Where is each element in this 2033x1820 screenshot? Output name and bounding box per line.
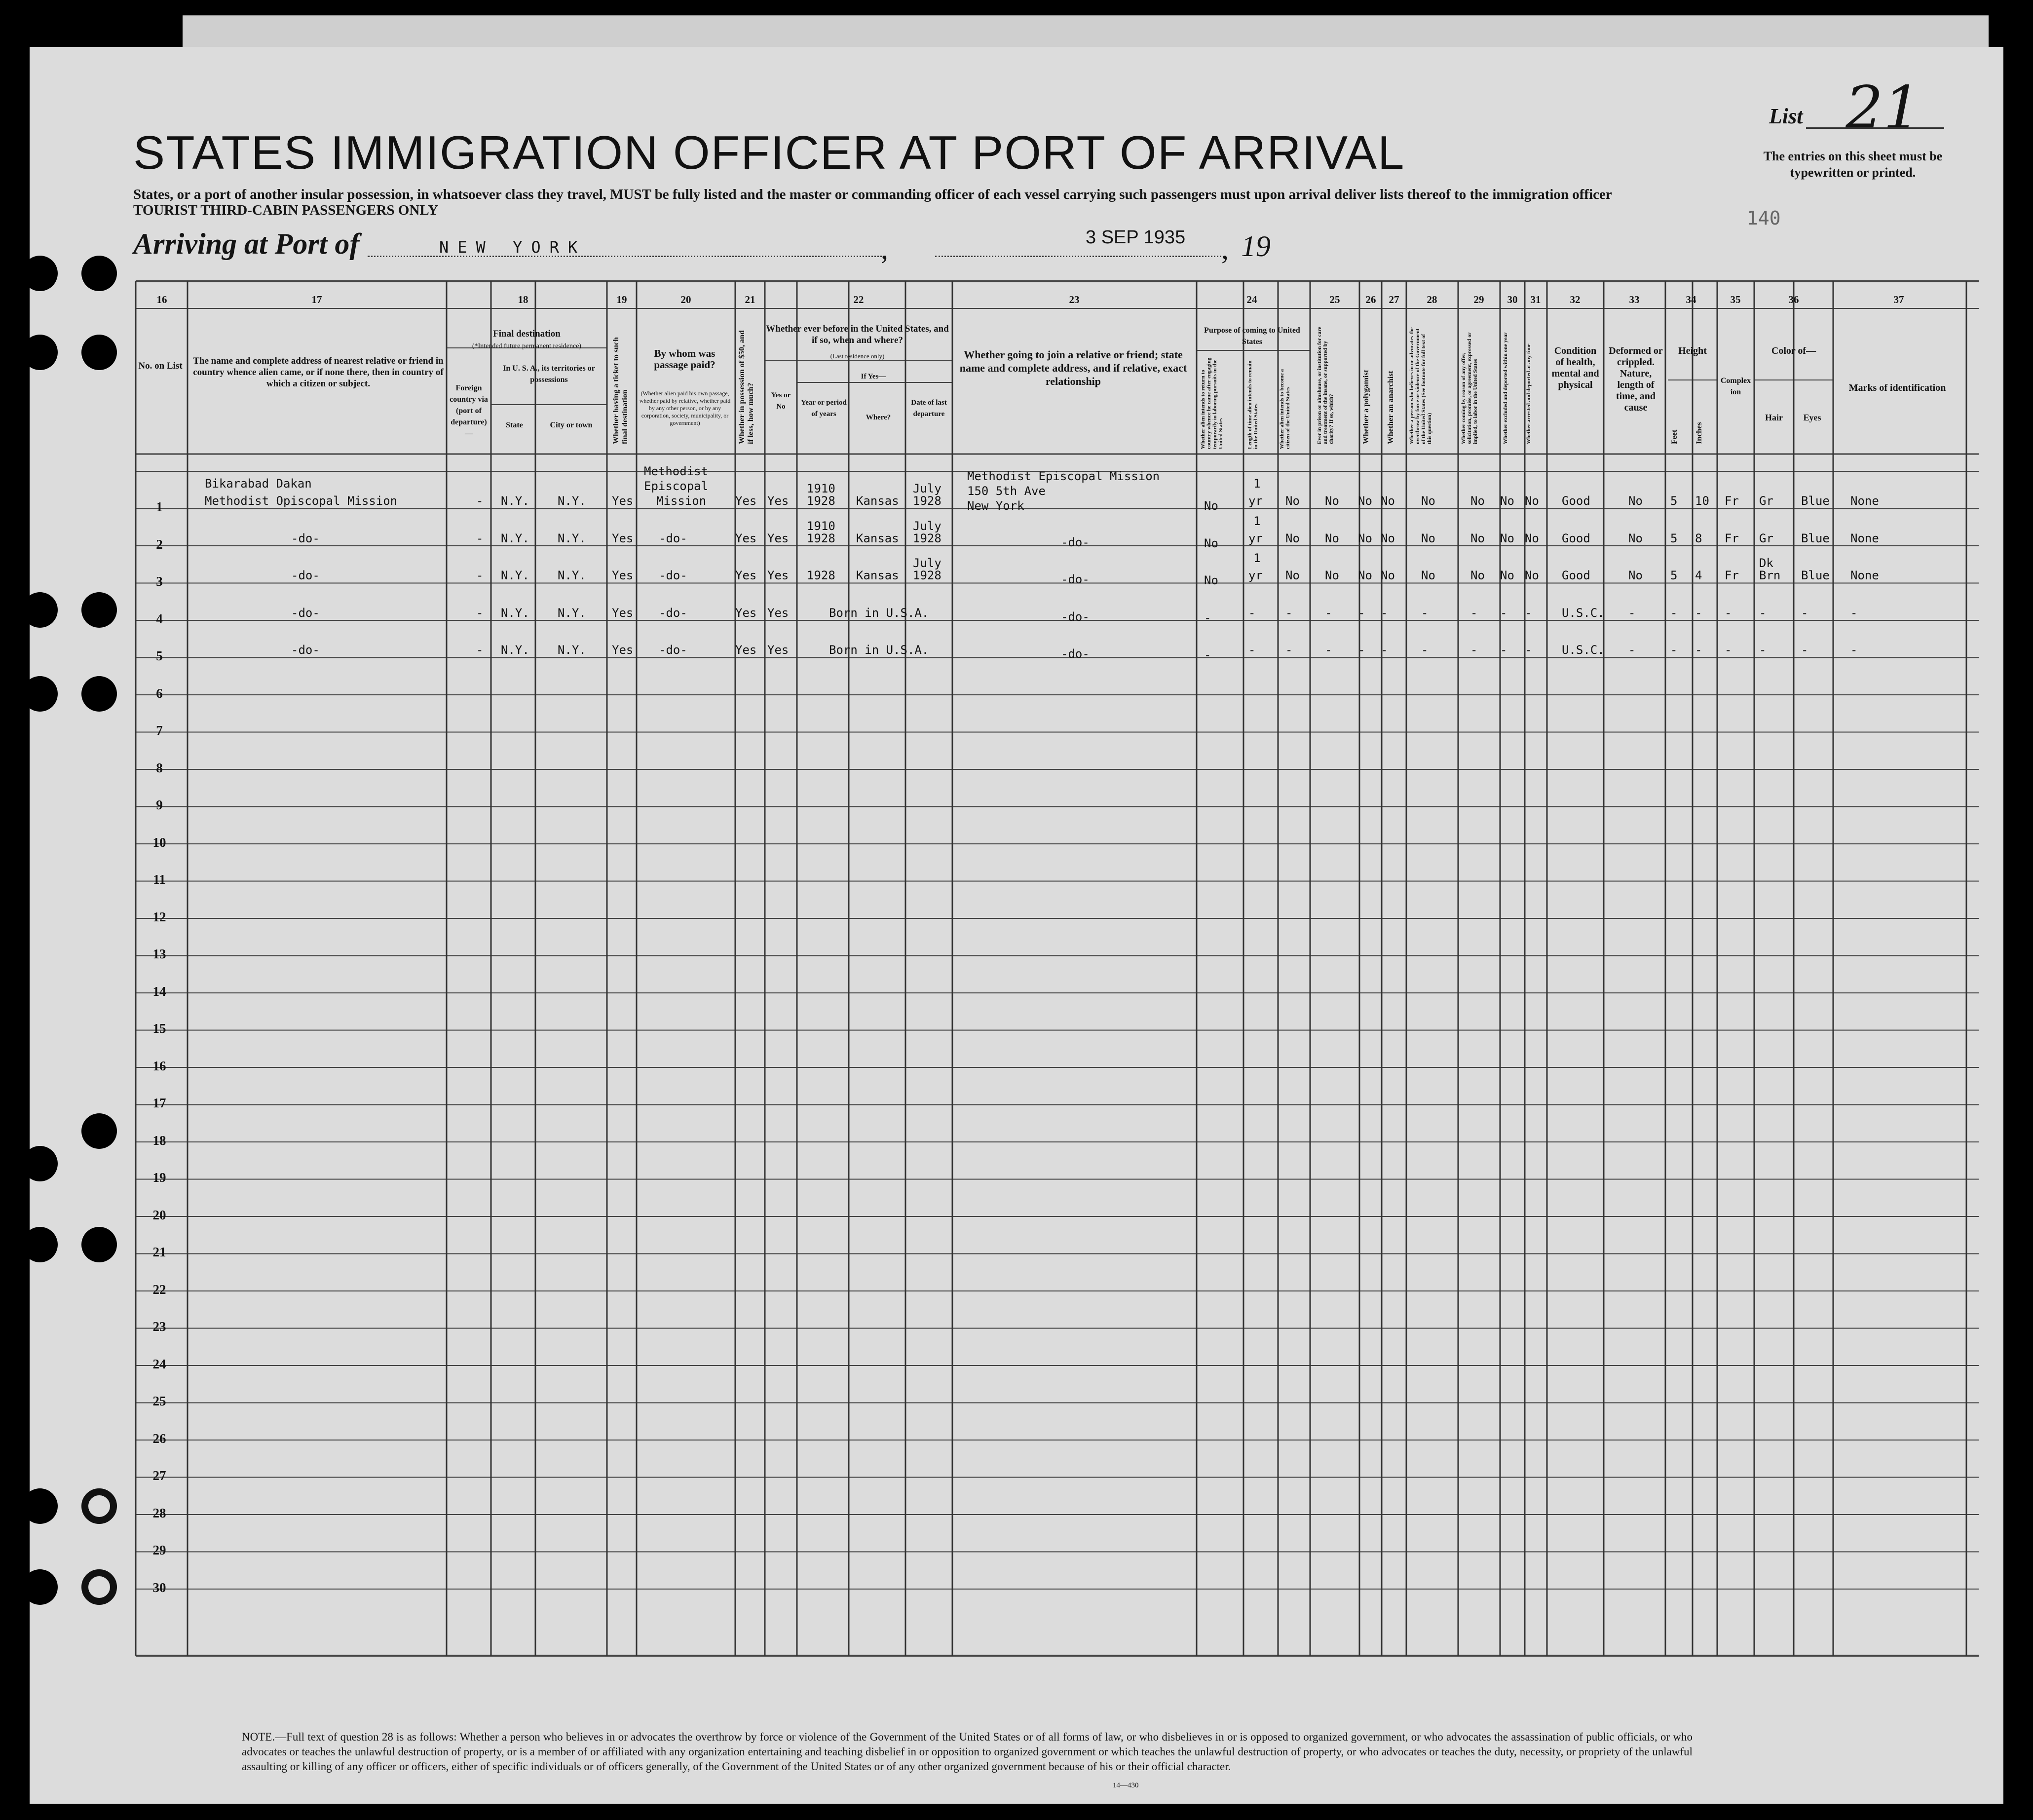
header-final-destination-note: (*Intended future permanent residence) (472, 342, 582, 350)
entry-polygamist: - (1358, 606, 1365, 620)
entry-return: No (1204, 499, 1218, 513)
header-excluded: Whether excluded and deported within one year (1503, 332, 1508, 444)
entry-hair: Gr (1759, 531, 1773, 545)
entry-arrested: - (1525, 606, 1532, 620)
entry-deformed: - (1628, 643, 1636, 657)
header-in-usa: In U. S. A., its territories or possessions (503, 364, 595, 384)
date-stamp: 3 SEP 1935 (1086, 227, 1186, 248)
binder-hole (22, 1227, 58, 1262)
entry-polygamist: No (1358, 569, 1372, 582)
entry-eyes: Blue (1801, 494, 1830, 508)
row-number: 9 (156, 797, 163, 812)
column-number: 25 (1329, 294, 1340, 305)
binder-hole (81, 1113, 117, 1149)
header-hair: Hair (1765, 413, 1783, 422)
header-color-of: Color of— (1771, 345, 1816, 356)
row-number: 20 (152, 1207, 166, 1222)
entry-return: - (1204, 610, 1211, 625)
header-height: Height (1678, 345, 1707, 356)
entry-city: N.Y. (558, 494, 586, 508)
column-number: 34 (1686, 294, 1696, 305)
row-number: 19 (152, 1170, 166, 1185)
row-number: 1 (156, 499, 163, 514)
class-line: TOURIST THIRD-CABIN PASSENGERS ONLY (133, 202, 439, 218)
entry-eyes: Blue (1801, 569, 1830, 582)
column-number: 33 (1629, 294, 1640, 305)
entry-prison: No (1325, 569, 1339, 582)
entry-inches: - (1695, 643, 1702, 657)
entry-city: N.Y. (558, 569, 586, 582)
entry-length-2: yr (1248, 494, 1263, 508)
entry-ticket: Yes (612, 643, 634, 657)
column-number: 16 (156, 294, 167, 305)
entry-ticket: Yes (612, 606, 634, 620)
entry-before: Yes (767, 606, 789, 620)
subtitle: States, or a port of another insular possession, in whatsoever class they travel, MUST be fully listed and the master or commanding officer of each vessel carrying such passengers must upon arrival deliver lists thereof to the immigration officer (133, 187, 1612, 202)
entry-where: Kansas (856, 494, 899, 508)
entry-before: Yes (767, 569, 789, 582)
header-anarchist: Whether an anarchist (1387, 371, 1395, 444)
header-prison: Ever in prison or almshouse, or institution for care and treatment of the insane, or supported by charity? If so, which? (1317, 327, 1334, 444)
entry-joining-1: -do- (1061, 572, 1090, 586)
header-paid-by-note: (Whether alien paid his own passage, whether paid by relative, whether paid by any other person, or by any corporation, society, municipality, or government) (639, 390, 731, 426)
column-number: 31 (1530, 294, 1541, 305)
entry-polygamist: No (1358, 494, 1372, 508)
row-number: 11 (153, 872, 166, 887)
entry-arrested: No (1525, 494, 1539, 508)
row-number: 22 (152, 1282, 166, 1297)
entry-departure-1: July (913, 519, 941, 533)
entry-length-2: yr (1248, 569, 1263, 582)
header-where: Where? (866, 414, 891, 421)
entry-length-2: yr (1248, 531, 1263, 545)
entry-offer: No (1470, 531, 1485, 545)
column-number: 23 (1069, 294, 1080, 305)
header-polygamist: Whether a polygamist (1362, 370, 1370, 444)
header-eyes: Eyes (1803, 413, 1821, 422)
entry-state: N.Y. (501, 531, 529, 545)
entry-relative-line1: -do- (291, 643, 320, 657)
header-return-intent: Whether alien intends to return to country whence he came after engaging temporarily in laboring pursuits in the United States (1200, 357, 1224, 449)
entry-departure-2: 1928 (913, 569, 941, 582)
binder-hole (81, 1569, 117, 1605)
entry-health: Good (1562, 494, 1590, 508)
header-complexion: Complexion (1720, 377, 1751, 396)
entry-where: Kansas (856, 569, 899, 582)
entry-money: Yes (735, 531, 757, 545)
port-value: NEW YORK (439, 238, 587, 257)
binder-hole (81, 256, 117, 291)
header-year: Year or period of years (801, 399, 847, 418)
entry-joining-1: -do- (1061, 535, 1090, 549)
entry-money: Yes (735, 569, 757, 582)
header-last-residence: (Last residence only) (830, 352, 885, 360)
entry-overthrow: No (1421, 494, 1435, 508)
entry-ticket: Yes (612, 569, 634, 582)
entry-eyes: Blue (1801, 531, 1830, 545)
entry-length-2: - (1248, 606, 1256, 620)
entry-years-2: 1928 (807, 494, 835, 508)
entry-paid-by-1: -do- (659, 606, 687, 620)
manifest-sheet (30, 47, 2003, 1804)
entry-joining-1: Methodist Episcopal Mission (967, 469, 1160, 483)
column-number: 17 (311, 294, 322, 305)
row-number: 23 (152, 1319, 166, 1334)
entry-anarchist: No (1381, 494, 1395, 508)
entry-health: U.S.C. (1562, 643, 1605, 657)
form-number: 14—430 (1113, 1782, 1139, 1789)
entry-state: N.Y. (501, 643, 529, 657)
row-number: 13 (152, 947, 166, 961)
entry-foreign: - (476, 606, 484, 620)
row-number: 3 (156, 574, 163, 589)
column-number: 27 (1389, 294, 1399, 305)
entry-overthrow: - (1421, 606, 1429, 620)
row-number: 2 (156, 536, 163, 552)
entry-relative-line1: -do- (291, 606, 320, 620)
entry-feet: 5 (1670, 531, 1678, 545)
entry-length-1: 1 (1253, 514, 1261, 528)
entry-return: No (1204, 573, 1218, 587)
entry-arrested: No (1525, 531, 1539, 545)
entry-prison: - (1325, 606, 1332, 620)
binder-hole (22, 1569, 58, 1605)
column-number: 29 (1473, 294, 1484, 305)
header-departure: Date of last departure (911, 399, 947, 418)
entry-years-2: 1928 (807, 569, 835, 582)
entry-hair-1: Dk (1759, 556, 1773, 570)
entry-deformed: No (1628, 494, 1643, 508)
header-deformed: Deformed or crippled. Nature, length of time, and cause (1609, 345, 1663, 413)
stamp-number: 140 (1747, 207, 1781, 229)
entry-arrested: No (1525, 569, 1539, 582)
header-ticket: Whether having a ticket to such final destination (612, 337, 629, 444)
header-health: Condition of health, mental and physical (1551, 345, 1599, 390)
entry-before: Yes (767, 643, 789, 657)
entry-inches: 4 (1695, 569, 1702, 582)
entry-citizen: No (1285, 569, 1300, 582)
entry-eyes: - (1801, 606, 1808, 620)
row-number: 15 (152, 1021, 166, 1036)
entry-hair: - (1759, 643, 1767, 657)
column-number: 24 (1246, 294, 1257, 305)
entry-prison: - (1325, 643, 1332, 657)
header-joining: Whether going to join a relative or friend; state name and complete address, and if relative, exact relationship (959, 348, 1187, 387)
entry-inches: 10 (1695, 494, 1709, 508)
entry-length-1: 1 (1253, 477, 1261, 491)
entry-joining-2: 150 5th Ave (967, 484, 1046, 498)
entry-marks: - (1850, 606, 1858, 620)
binder-hole (22, 256, 58, 291)
entry-complexion: - (1725, 606, 1732, 620)
entry-anarchist: - (1381, 643, 1388, 657)
entry-joining-1: -do- (1061, 647, 1090, 661)
entry-departure-1: July (913, 482, 941, 495)
entry-years-1: 1910 (807, 482, 835, 495)
entry-overthrow: - (1421, 643, 1429, 657)
header-length-stay: Length of time alien intends to remain in the United States (1247, 360, 1259, 449)
entry-relative-line1: Bikarabad Dakan (205, 477, 312, 491)
binder-hole (81, 1227, 117, 1262)
row-number: 18 (152, 1133, 166, 1148)
entry-born: Born in U.S.A. (829, 643, 929, 657)
entry-state: N.Y. (501, 606, 529, 620)
header-marks: Marks of identification (1848, 382, 1946, 393)
entry-excluded: - (1500, 643, 1507, 657)
entry-prison: No (1325, 494, 1339, 508)
entry-paid-by-2: Episcopal (644, 479, 709, 493)
entry-hair: - (1759, 606, 1767, 620)
column-number: 30 (1507, 294, 1518, 305)
row-number: 4 (156, 611, 163, 626)
entry-feet: - (1670, 606, 1678, 620)
entry-city: N.Y. (558, 643, 586, 657)
entry-relative-line2: Methodist Opiscopal Mission (205, 494, 398, 508)
column-number: 26 (1365, 294, 1376, 305)
entry-deformed: No (1628, 569, 1643, 582)
entry-eyes: - (1801, 643, 1808, 657)
entry-ticket: Yes (612, 494, 634, 508)
column-number: 32 (1570, 294, 1581, 305)
entry-state: N.Y. (501, 569, 529, 582)
column-number: 22 (853, 294, 864, 305)
row-number: 7 (156, 723, 163, 738)
entry-complexion: Fr (1725, 494, 1739, 508)
header-no-on-list: No. on List (138, 361, 183, 371)
entry-foreign: - (476, 494, 484, 508)
row-number: 21 (152, 1245, 166, 1259)
row-number: 29 (152, 1543, 166, 1557)
header-state: State (506, 421, 523, 429)
row-number: 28 (152, 1505, 166, 1520)
header-foreign-country: Foreign country via (port of departure)— (450, 384, 488, 438)
entry-inches: 8 (1695, 531, 1702, 545)
binder-hole (81, 335, 117, 370)
entry-offer: No (1470, 494, 1485, 508)
binder-hole (81, 592, 117, 628)
header-yes-no: Yes or No (771, 391, 791, 411)
entry-return: - (1204, 648, 1211, 662)
entry-citizen: No (1285, 531, 1300, 545)
entry-departure-2: 1928 (913, 531, 941, 545)
header-ever-before: Whether ever before in the United States, and if so, when and where? (766, 324, 949, 345)
entry-citizen: - (1285, 606, 1293, 620)
entry-length-2: - (1248, 643, 1256, 657)
entry-foreign: - (476, 643, 484, 657)
entry-offer: - (1470, 643, 1478, 657)
list-number: 21 (1845, 74, 1921, 143)
entry-anarchist: No (1381, 531, 1395, 545)
header-fifty-dollars: Whether in possession of $50, and if less, how much? (738, 330, 755, 444)
entry-before: Yes (767, 494, 789, 508)
header-paid-by: By whom was passage paid? (654, 347, 715, 371)
entry-polygamist: - (1358, 643, 1365, 657)
header-if-yes: If Yes— (861, 373, 886, 380)
binder-hole (22, 1146, 58, 1181)
row-number: 24 (152, 1356, 166, 1371)
column-number: 35 (1730, 294, 1741, 305)
entry-anarchist: No (1381, 569, 1395, 582)
list-underline (1806, 127, 1944, 129)
binder-hole (81, 1488, 117, 1524)
entry-arrested: - (1525, 643, 1532, 657)
entry-ticket: Yes (612, 531, 634, 545)
header-final-destination: Final destination (493, 329, 561, 339)
entry-paid-by-1: -do- (659, 531, 687, 545)
entry-feet: - (1670, 643, 1678, 657)
header-nearest-relative: The name and complete address of nearest relative or friend in country whence alien came, or if none there, then in country of which a citizen or subject. (193, 356, 444, 389)
date-underline (935, 256, 1221, 257)
row-number: 27 (152, 1468, 166, 1483)
arriving-label: Arriving at Port of (133, 228, 360, 260)
header-purpose: Purpose of coming to United States (1204, 326, 1300, 346)
entry-length-1: 1 (1253, 551, 1261, 565)
entry-polygamist: No (1358, 531, 1372, 545)
binder-hole (22, 335, 58, 370)
header-overthrow: Whether a person who believes in or advocates the overthrow by force or violence of the Government of the United States (See footnote for full text of this question) (1409, 327, 1432, 444)
entry-city: N.Y. (558, 531, 586, 545)
entry-feet: 5 (1670, 569, 1678, 582)
entry-overthrow: No (1421, 569, 1435, 582)
column-number: 20 (680, 294, 691, 305)
column-number: 28 (1427, 294, 1437, 305)
header-city: City or town (550, 421, 593, 429)
entry-health: Good (1562, 531, 1590, 545)
column-number: 36 (1788, 294, 1799, 305)
entry-hair: Brn (1759, 569, 1781, 582)
entry-born: Born in U.S.A. (829, 606, 929, 620)
entry-complexion: Fr (1725, 531, 1739, 545)
entry-health: Good (1562, 569, 1590, 582)
binder-hole (22, 592, 58, 628)
year-suffix: 19 (1241, 230, 1271, 263)
entry-state: N.Y. (501, 494, 529, 508)
comma: , (1221, 232, 1229, 265)
row-number: 6 (156, 685, 163, 701)
entry-marks: - (1850, 643, 1858, 657)
header-feet: Feet (1670, 429, 1679, 444)
column-number: 19 (616, 294, 627, 305)
entry-feet: 5 (1670, 494, 1678, 508)
entry-excluded: No (1500, 569, 1514, 582)
entry-complexion: Fr (1725, 569, 1739, 582)
entry-relative-line1: -do- (291, 531, 320, 545)
entry-where: Kansas (856, 531, 899, 545)
entry-offer: - (1470, 606, 1478, 620)
row-number: 12 (152, 909, 166, 924)
entry-joining-3: New York (967, 499, 1024, 513)
row-number: 5 (156, 648, 163, 663)
entry-years-1: 1910 (807, 519, 835, 533)
entry-excluded: No (1500, 494, 1514, 508)
entry-foreign: - (476, 531, 484, 545)
header-labor-offer: Whether coming by reason of any offer, solicitation, promise, or agreement, expressed or implied, to labor in the United States (1461, 332, 1478, 444)
entry-excluded: - (1500, 606, 1507, 620)
entry-foreign: - (476, 569, 484, 582)
entry-joining-1: -do- (1061, 609, 1090, 624)
entry-excluded: No (1500, 531, 1514, 545)
underlying-sheet-edge (183, 15, 1989, 51)
row-number: 25 (152, 1394, 166, 1408)
row-number: 10 (152, 834, 166, 850)
entry-paid-by-1: -do- (659, 643, 687, 657)
entry-deformed: - (1628, 606, 1636, 620)
entry-anarchist: - (1381, 606, 1388, 620)
row-number: 26 (152, 1431, 166, 1446)
entry-citizen: - (1285, 643, 1293, 657)
entry-marks: None (1850, 569, 1879, 582)
entry-inches: - (1695, 606, 1702, 620)
entry-offer: No (1470, 569, 1485, 582)
entry-before: Yes (767, 531, 789, 545)
row-number: 16 (152, 1058, 166, 1073)
column-number: 18 (518, 294, 528, 305)
entry-paid-by-3: Mission (656, 494, 707, 508)
entry-years-2: 1928 (807, 531, 835, 545)
entry-city: N.Y. (558, 606, 586, 620)
entry-paid-by-1: -do- (659, 569, 687, 582)
entry-return: No (1204, 536, 1218, 550)
entry-deformed: No (1628, 531, 1643, 545)
entry-departure-1: July (913, 556, 941, 570)
footnote: NOTE.—Full text of question 28 is as follows: Whether a person who believes in or advocates the overthrow by force or violence of the Government of the United States or of all forms of law, or who disbelieves in or is opposed to organized government, or who advocates the assassination of public officials, or who advocates or teaches the unlawful destruction of property, or is a member of or affiliated with any organization entertaining and teaching disbelief in or opposition to organized government or which teaches the unlawful destruction of property, or who advocates or teaches the duty, necessity, or propriety of the unlawful assaulting or killing of any officer or officers, either of specific individuals or of officers generally, of the Government of the United States or of any other organized government because of his or their official character. (242, 1731, 1693, 1773)
binder-hole (22, 1488, 58, 1524)
row-number: 14 (152, 984, 166, 999)
entry-departure-2: 1928 (913, 494, 941, 508)
row-number: 30 (152, 1580, 166, 1595)
binder-hole (22, 676, 58, 712)
entry-overthrow: No (1421, 531, 1435, 545)
row-number: 8 (156, 760, 163, 775)
comma: , (881, 232, 888, 265)
page-title: STATES IMMIGRATION OFFICER AT PORT OF ARRIVAL (133, 126, 1405, 179)
list-label: List (1769, 104, 1803, 128)
entry-money: Yes (735, 606, 757, 620)
column-number: 21 (745, 294, 755, 305)
entry-paid-by-1: Methodist (644, 464, 709, 478)
header-inches: Inches (1695, 422, 1703, 444)
binder-hole (81, 676, 117, 712)
entry-money: Yes (735, 643, 757, 657)
row-number: 17 (152, 1096, 166, 1110)
entry-complexion: - (1725, 643, 1732, 657)
entry-citizen: No (1285, 494, 1300, 508)
entry-money: Yes (735, 494, 757, 508)
entry-marks: None (1850, 494, 1879, 508)
column-number: 37 (1893, 294, 1904, 305)
entry-relative-line1: -do- (291, 569, 320, 582)
header-arrested: Whether arrested and deported at any time (1526, 343, 1532, 444)
header-citizen-intent: Whether alien intends to become a citizen of the United States (1279, 369, 1291, 449)
entry-hair: Gr (1759, 494, 1773, 508)
entry-marks: None (1850, 531, 1879, 545)
entry-prison: No (1325, 531, 1339, 545)
entry-health: U.S.C. (1562, 606, 1605, 620)
entries-note: The entries on this sheet must be typewritten or printed. (1763, 149, 1943, 180)
